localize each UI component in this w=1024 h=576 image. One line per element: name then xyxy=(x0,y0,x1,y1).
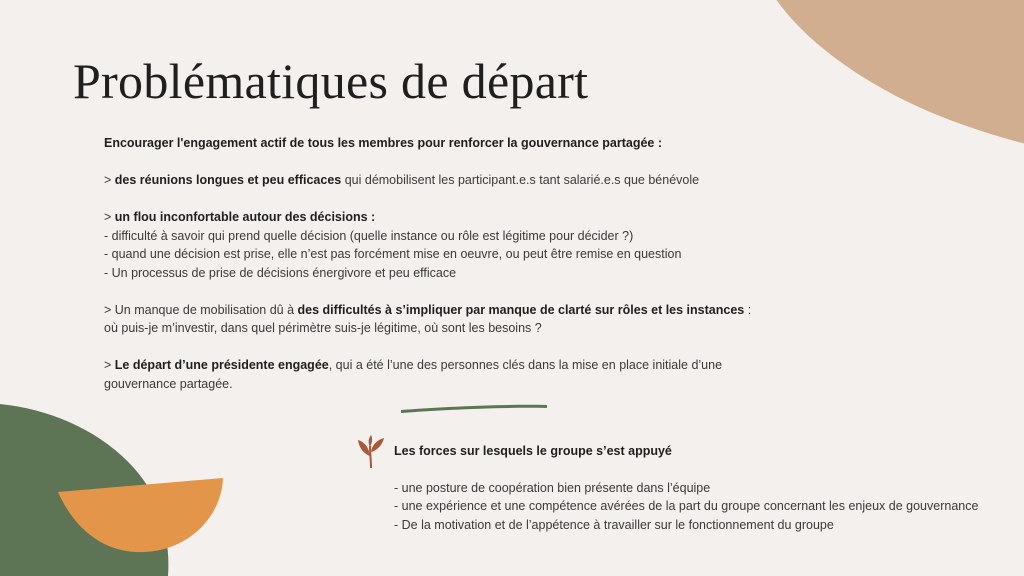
problems-section xyxy=(104,134,764,393)
page-title: Problématiques de départ xyxy=(73,53,589,109)
problem-meetings: > des réunions longues et peu efficaces qui démobilisent les participant.e.s tant salarié.e.s que bénévole xyxy=(104,173,700,187)
list-item: - Un processus de prise de décisions énergivore et peu efficace xyxy=(104,265,457,280)
tan-corner-shape xyxy=(760,0,1024,160)
problem-decisions: > un flou inconfortable autour des décisions : xyxy=(104,210,376,224)
list-item: - une posture de coopération bien présente dans l’équipe xyxy=(394,480,711,495)
intro-text: Encourager l'engagement actif de tous les membres pour renforcer la gouvernance partagée : xyxy=(104,136,662,150)
leaf-sprig-icon xyxy=(356,434,386,470)
problem-mobilisation: > Un manque de mobilisation dû à des difficultés à s’impliquer par manque de clarté sur rôles et les instances : où puis-je m’investir, dans quel périmètre suis-je légitime, où sont les besoins ? xyxy=(104,302,752,335)
forces-heading: Les forces sur lesquels le groupe s’est appuyé xyxy=(394,444,672,458)
list-item: - une expérience et une compétence avérées de la part du groupe concernant les enjeux de gouvernance xyxy=(394,499,979,513)
list-item: - De la motivation et de l’appétence à travailler sur le fonctionnement du groupe xyxy=(394,517,834,532)
orange-half-circle-shape xyxy=(50,470,230,560)
green-brush-stroke xyxy=(400,400,550,414)
list-item: - difficulté à savoir qui prend quelle décision (quelle instance ou rôle est légitime pour décider ?) xyxy=(104,228,634,243)
problem-president: > Le départ d’une présidente engagée, qui a été l’une des personnes clés dans la mise en place initiale d’une gouvernance partagée. xyxy=(104,358,723,391)
forces-section xyxy=(394,442,994,534)
list-item: - quand une décision est prise, elle n’est pas forcément mise en oeuvre, ou peut être remise en question xyxy=(104,247,682,261)
